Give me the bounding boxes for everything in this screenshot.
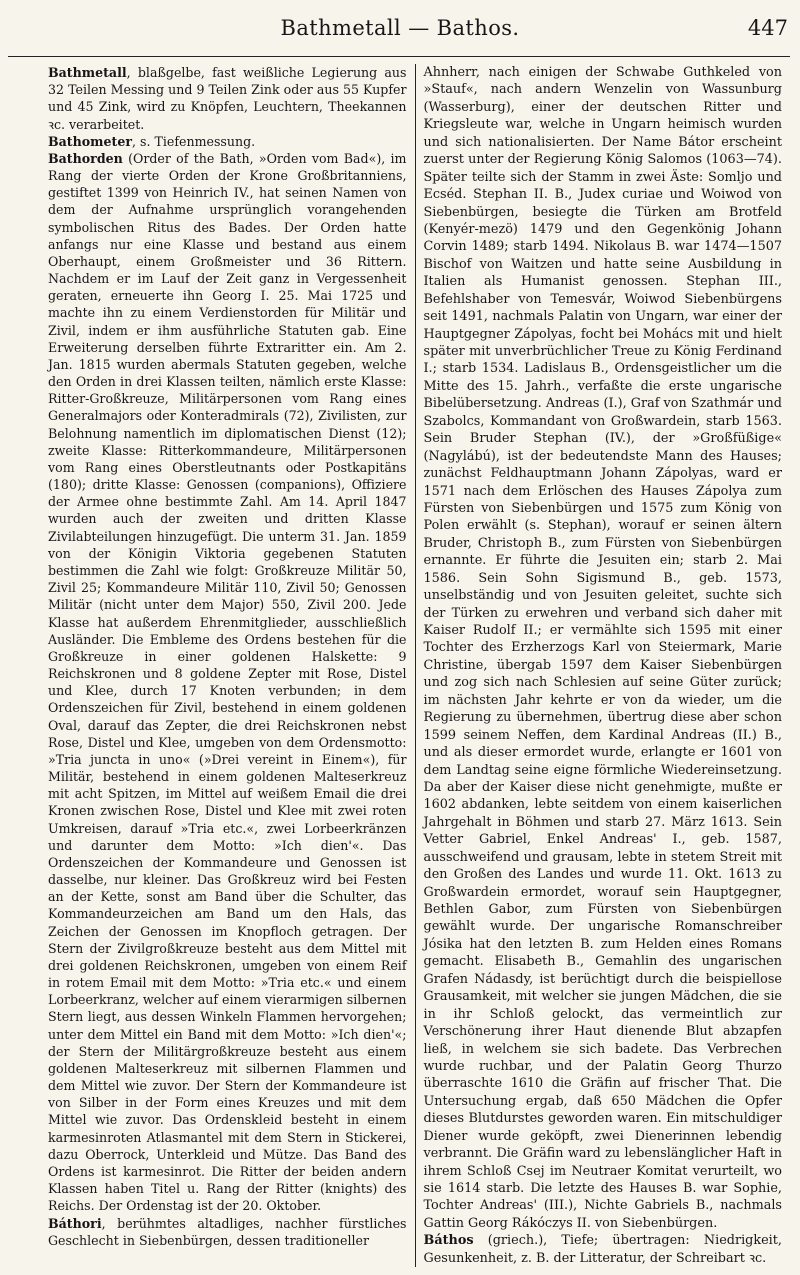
entry-text: Ahnherr, nach einigen der Schwabe Guthkeled von »Stauf«, nach andern Wenzelin von Wassunburg (Wasserburg), einer der deutschen Ritter und Kriegsleute war, welche in Ungarn heimisch wurden und sich nationalisierten. Der Name Bátor erscheint zuerst unter der Regierung König Salomos (1063—74). Später teilte sich der Stamm in zwei Äste: Somljo und Ecséd. Stephan II. B., Judex curiae und Woiwod von Siebenbürgen, besiegte die Türken am Brotfeld (Kenyér-mezö) 1479 und den Gegenkönig Johann Corvin 1489; starb 1494. Nikolaus B. war 1474—1507 Bischof von Waitzen und hatte seine Ausbildung in Italien als Humanist genossen. Stephan III., Befehlshaber von Temesvár, Woiwod Siebenbürgens seit 1491, nachmals Palatin von Ungarn, war einer der Hauptgegner Zápolyas, focht bei Mohács mit und hielt später mit unverbrüchlicher Treue zu König Ferdinand I.; starb 1534. Ladislaus B., Ordensgeistlicher um die Mitte des 15. Jahrh., verfaßte die erste ungarische Bibelübersetzung. Andreas (I.), Graf von Szathmár und Szabolcs, Kommandant von Großwardein, starb 1563. Sein Bruder Stephan (IV.), der »Großfüßige« (Nagylábú), ist der bedeutendste Mann des Hauses; zunächst Feldhauptmann Johann Zápolyas, ward er 1571 nach dem Erlöschen des Hauses Zápolya zum Fürsten von Siebenbürgen und 1575 zum König von Polen erwählt (s. Stephan), worauf er seinen ältern Bruder, Christoph B., zum Fürsten von Siebenbürgen ernannte. Er führte die Jesuiten ein; starb 2. Mai 1586. Sein Sohn Sigismund B., geb. 1573, unselbständig und von Jesuiten geleitet, suchte sich der Türken zu erwehren und verband sich daher mit Kaiser Rudolf II.; er vermählte sich 1595 mit einer Tochter des Erzherzogs Karl von Steiermark, Marie Christine, übergab 1597 dem Kaiser Siebenbürgen und zog sich nach Schlesien auf seine Güter zurück; im nächsten Jahr kehrte er von da wieder, um die Regierung zu übernehmen, übertrug diese aber schon 1599 seinem Neffen, dem Kardinal Andreas (II.) B., und als dieser ermordet wurde, erlangte er 1601 von dem Landtag seine eigne förmliche Wiedereinsetzung. Da aber der Kaiser diese nicht genehmigte, mußte er 1602 abdanken, lebte seitdem von einem kaiserlichen Jahrgehalt in Böhmen und starb 27. März 1613. Sein Vetter Gabriel, Enkel Andreas' I., geb. 1587, ausschweifend und grausam, lebte in stetem Streit mit den Großen des Landes und wurde 11. Okt. 1613 zu Großwardein ermordet, worauf sein Hauptgegner, Bethlen Gabor, zum Fürsten von Siebenbürgen gewählt wurde. Der ungarische Romanschreiber Jósika hat den letzten B. zum Helden eines Romans gemacht. Elisabeth B., Gemahlin des ungarischen Grafen Nádasdy, ist berüchtigt durch die beispiellose Grausamkeit, mit welcher sie jungen Mädchen, die sie in ihr Schloß gelockt, das vermeintlich zur Verschönerung ihrer Haut dienende Blut abzapfen ließ, in welchem sie sich badete. Das Verbrechen wurde ruchbar, und der Palatin Georg Thurzo überraschte 1610 die Gräfin auf frischer That. Die Untersuchung ergab, daß 650 Mädchen die Opfer dieses Blutdurstes geworden waren. Ein mitschuldiger Diener wurde geköpft, zwei Dienerinnen lebendig verbrannt. Die Gräfin ward zu lebenslänglicher Haft in ihrem Schloß Csej im Neutraer Komitat verurteilt, wo sie 1614 starb. Die letzte des Hauses B. war Sophie, Tochter Andreas' (III.), Nichte Gabriels B., nachmals Gattin Georg Rákóczys II. von Siebenbürgen. xyxy=(423,65,782,1231)
headword: Bathometer xyxy=(48,133,132,149)
headword: Bathmetall xyxy=(48,65,127,80)
headword: Bathorden xyxy=(48,150,123,166)
headword: Báthori xyxy=(48,1215,102,1231)
page-number: 447 xyxy=(747,16,788,40)
entry-bathos xyxy=(424,1232,783,1267)
right-column xyxy=(416,64,791,1267)
text-columns xyxy=(8,64,790,1267)
entry-bathometer xyxy=(48,133,407,150)
entry-bathmetall xyxy=(48,64,407,133)
entry-text: , berühmtes altadliges, nachher fürstliches Geschlecht in Siebenbürgen, dessen traditioneller xyxy=(48,1215,407,1248)
entry-text: , blaßgelbe, fast weißliche Legierung aus 32 Teilen Messing und 9 Teilen Zink oder aus 55 Kupfer und 45 Zink, wird zu Knöpfen, Leuchtern, Theekannen ꝛc. verarbeitet. xyxy=(48,65,407,132)
page-header xyxy=(0,10,800,50)
entry-bathori-continued xyxy=(424,64,783,1232)
headword: Báthos xyxy=(423,1233,474,1249)
running-title: Bathmetall — Bathos. xyxy=(280,16,520,40)
left-column xyxy=(8,64,415,1267)
entry-text: (Order of the Bath, »Orden vom Bad«), im Rang der vierte Orden der Krone Großbritanniens, gestiftet 1399 von Heinrich IV., hat seinen Namen von dem der Aufnahme ursprünglich vorangehenden symbolischen Ritus des Bades. Der Orden hatte anfangs nur eine Klasse und bestand aus einem Oberhaupt, einem Großmeister und 36 Rittern. Nachdem er im Lauf der Zeit ganz in Vergessenheit geraten, erneuerte ihn Georg I. 25. Mai 1725 und machte ihn zu einem Verdienstorden für Militär und Zivil, indem er ihm ausführliche Statuten gab. Eine Erweiterung derselben führte Extraritter ein. Am 2. Jan. 1815 wurden abermals Statuten gegeben, welche den Orden in drei Klassen teilten, nämlich erste Klasse: Ritter-Großkreuze, Militärpersonen vom Rang eines Generalmajors oder Konteradmirals (72), Zivilisten, zur Belohnung namentlich im diplomatischen Dienst (12); zweite Klasse: Ritterkommandeure, Militärpersonen vom Rang eines Oberstleutnants oder Postkapitäns (180); dritte Klasse: Genossen (companions), Offiziere der Armee ohne bestimmte Zahl. Am 14. April 1847 wurden auch der zweiten und dritten Klasse Zivilabteilungen hinzugefügt. Die unterm 31. Jan. 1859 von der Königin Viktoria gegebenen Statuten bestimmen die Zahl wie folgt: Großkreuze Militär 50, Zivil 25; Kommandeure Militär 110, Zivil 50; Genossen Militär (nicht unter dem Major) 550, Zivil 200. Jede Klasse hat außerdem Ehrenmitglieder, ausschließlich Ausländer. Die Embleme des Ordens bestehen für die Großkreuze in einer goldenen Halskette: 9 Reichskronen und 8 goldene Zepter mit Rose, Distel und Klee, durch 17 Knoten verbunden; in dem Ordenszeichen für Zivil, bestehend in einem goldenen Oval, darauf das Zepter, die drei Reichskronen nebst Rose, Distel und Klee, umgeben von dem Ordensmotto: »Tria juncta in uno« (»Drei vereint in Einem«), für Militär, bestehend in einem goldenen Malteserkreuz mit acht Spitzen, im Mittel auf weißem Email die drei Kronen zwischen Rose, Distel und Klee mit zwei roten Umkreisen, darauf »Tria etc.«, zwei Lorbeerkränzen und darunter dem Motto: »Ich dien'«. Das Ordenszeichen der Kommandeure und Genossen ist dasselbe, nur kleiner. Das Großkreuz wird bei Festen an der Kette, sonst am Band über die Schulter, das Kommandeurzeichen am Band um den Hals, das Zeichen der Genossen im Knopfloch getragen. Der Stern der Zivilgroßkreuze besteht aus dem Mittel mit drei goldenen Reichskronen, umgeben von einem Reif in rotem Email mit dem Motto: »Tria etc.« und einem Lorbeerkranz, welcher auf einem vierarmigen silbernen Stern liegt, aus dessen Winkeln Flammen hervorgehen; unter dem Mittel ein Band mit dem Motto: »Ich dien'«; der Stern der Militärgroßkreuze besteht aus einem goldenen Malteserkreuz mit silbernen Flammen und dem Mittel wie zuvor. Der Stern der Kommandeure ist von Silber in der Form eines Kreuzes und mit dem Mittel wie zuvor. Das Ordenskleid besteht in einem karmesinroten Atlasmantel mit dem Stern in Stickerei, dazu Oberrock, Unterkleid und Mütze. Das Band des Ordens ist karmesinrot. Die Ritter der beiden andern Klassen haben Titel u. Rang der Ritter (knights) des Reichs. Der Ordenstag ist der 20. Oktober. xyxy=(48,150,407,1214)
entry-bathorden xyxy=(48,150,407,1215)
entry-text: (griech.), Tiefe; übertragen: Niedrigkeit, Gesunkenheit, z. B. der Litteratur, der Schreibart ꝛc. xyxy=(423,1233,782,1266)
entry-bathori xyxy=(48,1215,407,1249)
entry-text: , s. Tiefenmessung. xyxy=(131,133,256,149)
header-rule xyxy=(8,56,790,57)
